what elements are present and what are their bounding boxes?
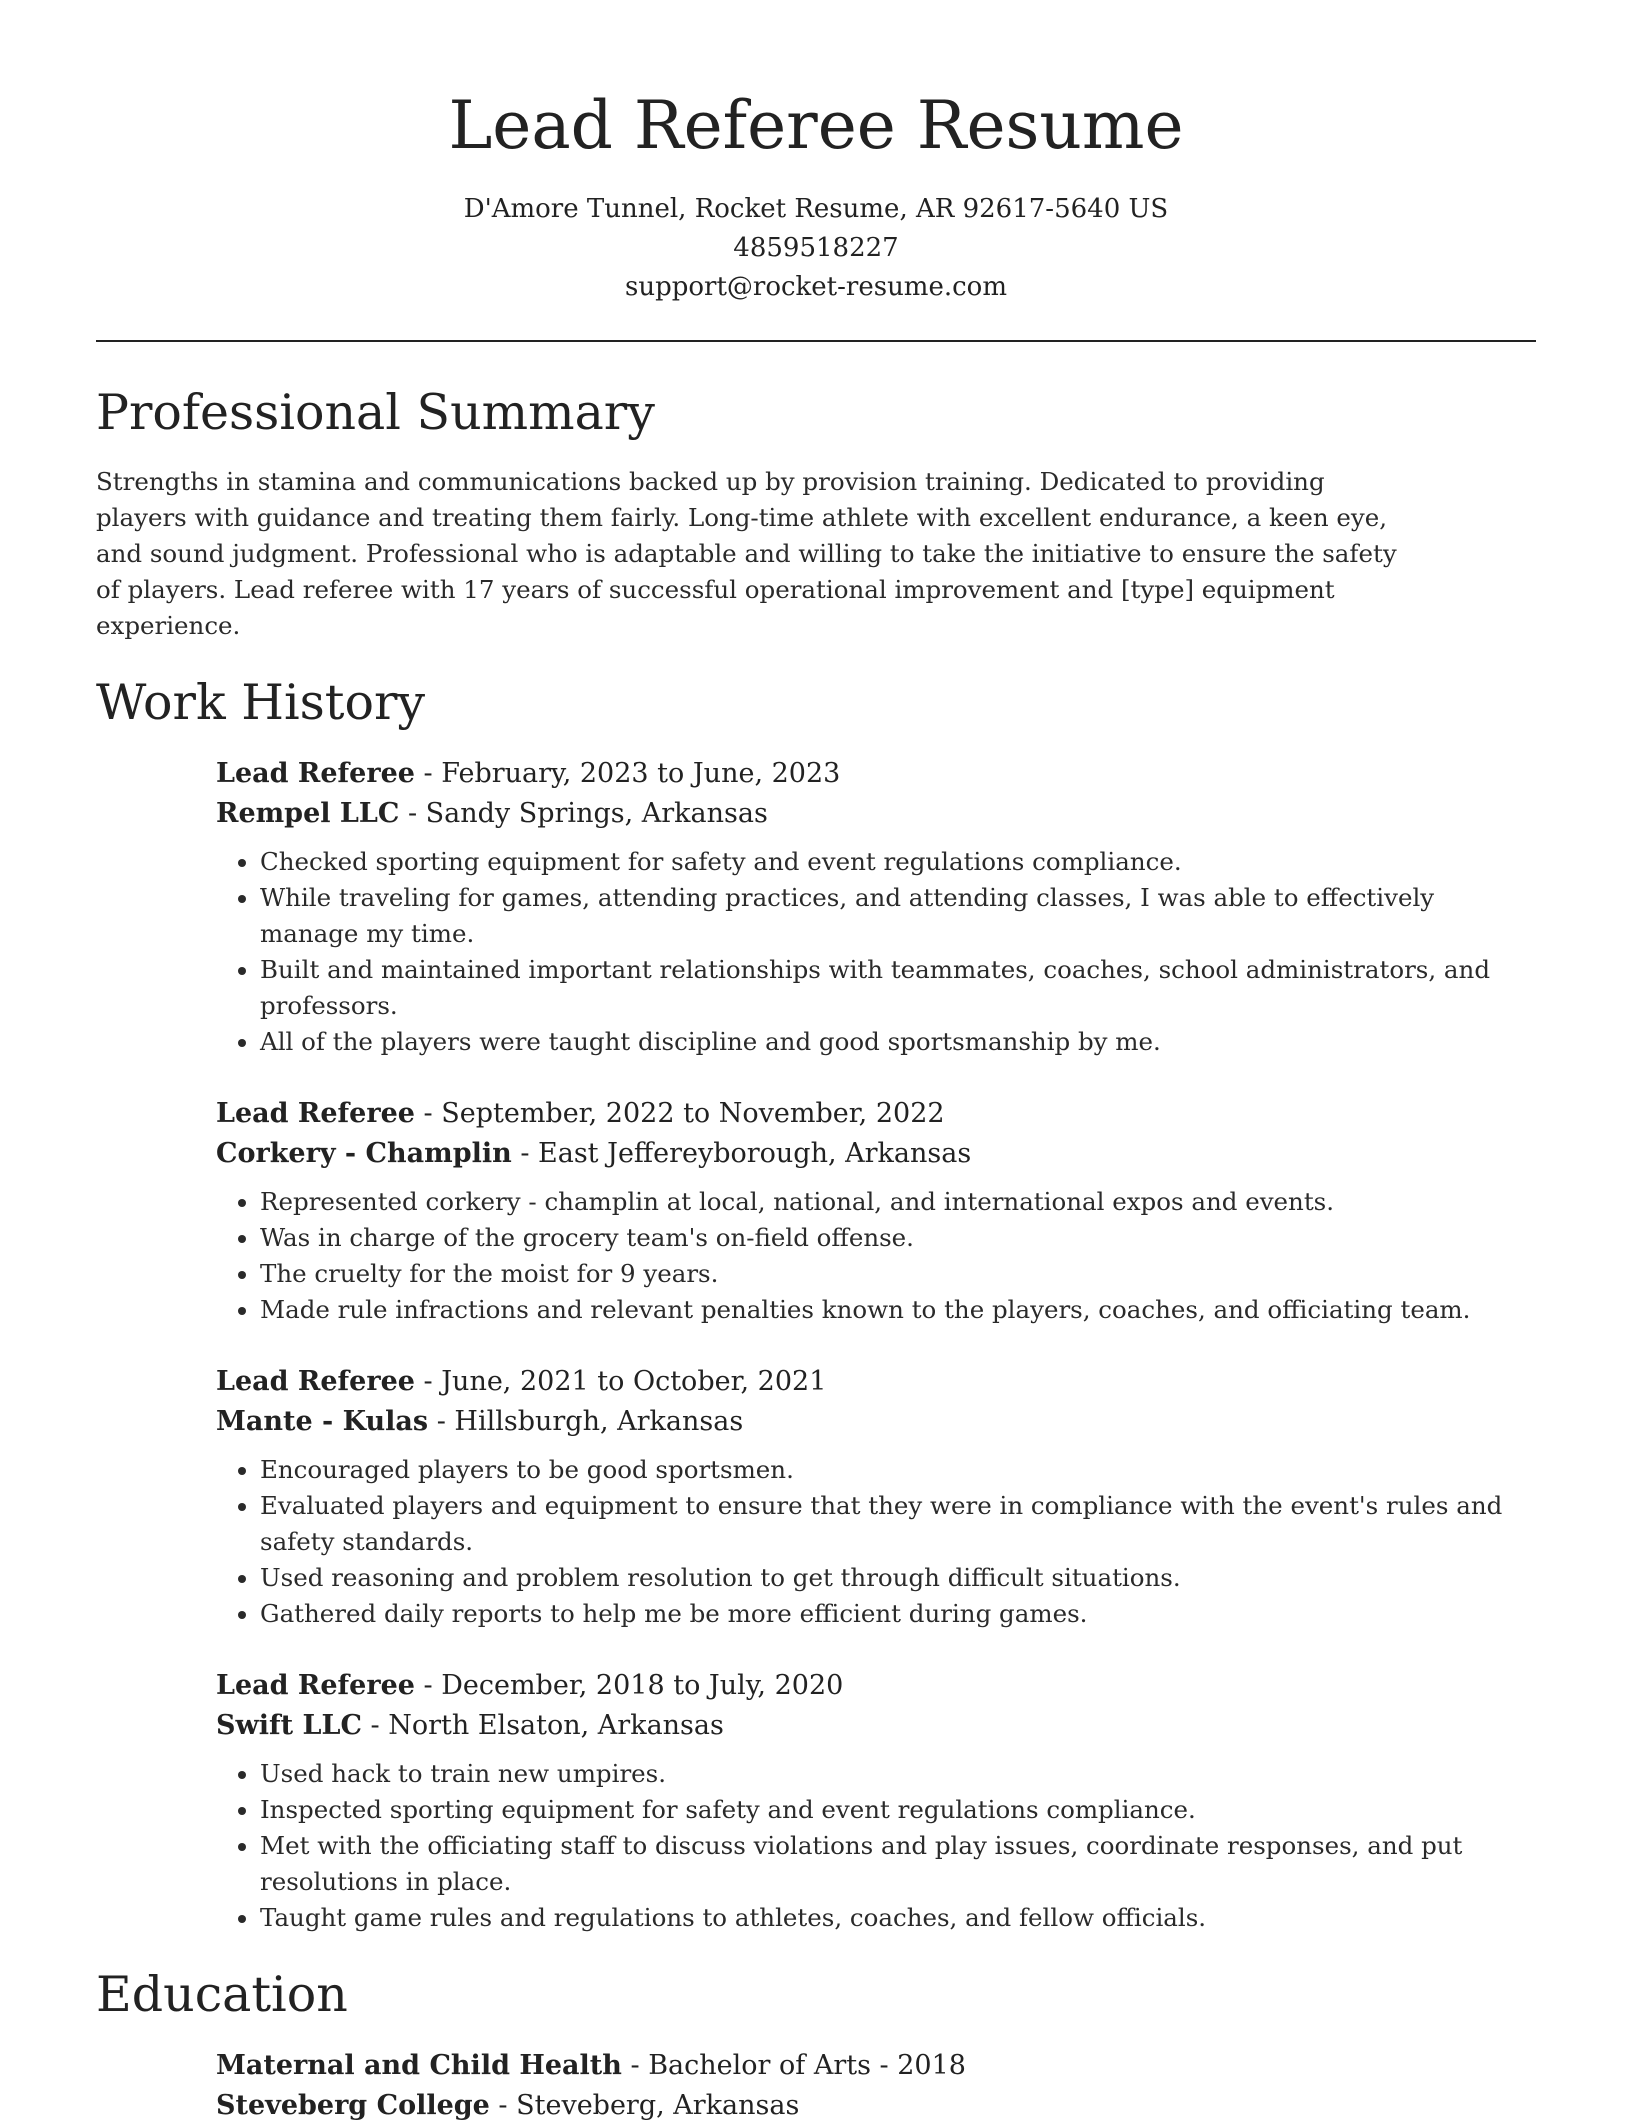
job-company-line: [216, 794, 1532, 834]
job-bullet: • All of the players were taught discipline and good sportsmanship by me.: [260, 1024, 1532, 1060]
job-bullet: • Encouraged players to be good sportsmen.: [260, 1452, 1532, 1488]
job-bullet: • Met with the officiating staff to discuss violations and play issues, coordinate responses, and put resolutions in place.: [260, 1828, 1532, 1900]
job-company: Mante - Kulas: [216, 1406, 429, 1437]
job-entry: [216, 1666, 1532, 1936]
job-company: Rempel LLC: [216, 798, 400, 829]
job-title-line: [216, 1094, 1532, 1134]
job-bullets: [216, 1452, 1532, 1632]
education-section: [96, 1960, 1536, 2126]
resume-body: [96, 378, 1536, 2126]
job-bullet: • Built and maintained important relationships with teammates, coaches, school administrators, and professors.: [260, 952, 1532, 1024]
job-bullet: • Gathered daily reports to help me be more efficient during games.: [260, 1596, 1532, 1632]
education-school-line: [216, 2086, 1532, 2126]
job-bullets: [216, 844, 1532, 1060]
education-heading: Education: [96, 1966, 348, 2023]
job-title-line: [216, 754, 1532, 794]
job-title-line: [216, 1362, 1532, 1402]
job-dates: - September, 2022 to November, 2022: [414, 1098, 945, 1129]
contact-info: [96, 190, 1536, 307]
job-location: - East Jeffereyborough, Arkansas: [511, 1138, 972, 1169]
job-company: Corkery - Champlin: [216, 1138, 512, 1169]
summary-text: Strengths in stamina and communications backed up by provision training. Dedicated to providing players with guidance and treating them fairly. Long-time athlete with excellent endurance, a keen eye, and sound judgment. Professional who is adaptable and willing to take the initiative to ensure the safety of players. Lead referee with 17 years of successful operational improvement and [type] equipment experience.: [96, 467, 1397, 640]
job-bullet: • Represented corkery - champlin at local, national, and international expos and events.: [260, 1184, 1532, 1220]
work-history-section: [96, 668, 1536, 1936]
job-bullets: [216, 1184, 1532, 1328]
summary-section: [96, 378, 1536, 644]
education-field: Maternal and Child Health: [216, 2050, 622, 2081]
contact-email: support@rocket-resume.com: [624, 272, 1007, 302]
job-bullet: • Used hack to train new umpires.: [260, 1756, 1532, 1792]
job-bullet: • Taught game rules and regulations to athletes, coaches, and fellow officials.: [260, 1900, 1532, 1936]
job-company: Swift LLC: [216, 1710, 362, 1741]
job-bullet: • Inspected sporting equipment for safety and event regulations compliance.: [260, 1792, 1532, 1828]
contact-phone: 4859518227: [733, 233, 899, 263]
education-degree: - Bachelor of Arts - 2018: [621, 2050, 966, 2081]
job-dates: - December, 2018 to July, 2020: [414, 1670, 844, 1701]
job-entry: [216, 754, 1532, 1060]
job-title-line: [216, 1666, 1532, 1706]
job-bullet: • Evaluated players and equipment to ensure that they were in compliance with the event's rules and safety standards.: [260, 1488, 1532, 1560]
job-bullet: • Used reasoning and problem resolution to get through difficult situations.: [260, 1560, 1532, 1596]
summary-heading: Professional Summary: [96, 384, 655, 441]
job-company-line: [216, 1134, 1532, 1174]
education-school: Steveberg College: [216, 2090, 490, 2121]
job-company-line: [216, 1706, 1532, 1746]
education-entry: [216, 2046, 1532, 2126]
resume-header: [96, 84, 1536, 307]
resume-title: Lead Referee Resume: [448, 87, 1184, 164]
job-bullet: • Made rule infractions and relevant penalties known to the players, coaches, and officiating team.: [260, 1292, 1532, 1328]
education-degree-line: [216, 2046, 1532, 2086]
job-location: - North Elsaton, Arkansas: [361, 1710, 724, 1741]
work-history-heading: Work History: [96, 674, 426, 731]
job-location: - Hillsburgh, Arkansas: [428, 1406, 744, 1437]
job-location: - Sandy Springs, Arkansas: [399, 798, 768, 829]
header-divider: [96, 340, 1536, 342]
job-bullet: • The cruelty for the moist for 9 years.: [260, 1256, 1532, 1292]
job-bullet: • Checked sporting equipment for safety and event regulations compliance.: [260, 844, 1532, 880]
job-title: Lead Referee: [216, 1366, 415, 1397]
job-entry: [216, 1094, 1532, 1328]
job-title: Lead Referee: [216, 1098, 415, 1129]
job-bullets: [216, 1756, 1532, 1936]
job-title: Lead Referee: [216, 1670, 415, 1701]
job-dates: - June, 2021 to October, 2021: [414, 1366, 827, 1397]
job-company-line: [216, 1402, 1532, 1442]
job-entry: [216, 1362, 1532, 1632]
contact-address: D'Amore Tunnel, Rocket Resume, AR 92617-5640 US: [463, 194, 1169, 224]
job-bullet: • Was in charge of the grocery team's on-field offense.: [260, 1220, 1532, 1256]
job-dates: - February, 2023 to June, 2023: [414, 758, 841, 789]
education-location: - Steveberg, Arkansas: [489, 2090, 800, 2121]
job-title: Lead Referee: [216, 758, 415, 789]
job-bullet: • While traveling for games, attending practices, and attending classes, I was able to effectively manage my time.: [260, 880, 1532, 952]
